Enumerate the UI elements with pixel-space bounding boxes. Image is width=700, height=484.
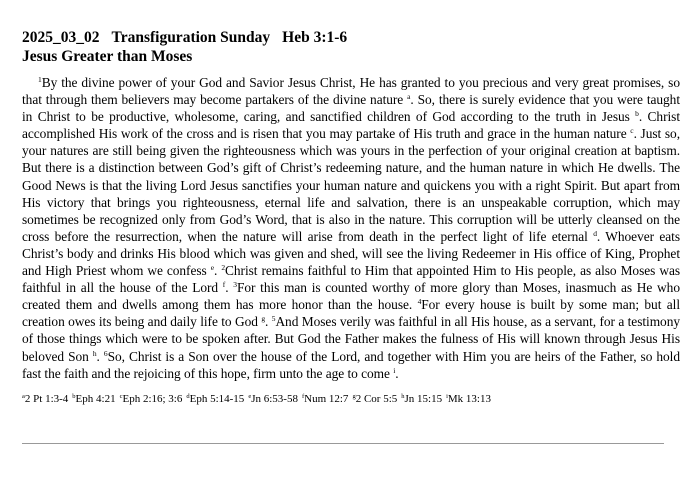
date-label: 2025_03_02 [22, 29, 100, 46]
text-run: . Just so, your natures are still being given the righteousness which was yours in the perfection of your original creation at baptism. But there is a distinction between God’s gift of Christ’s redeeming nature, and the human nature in which He dwells. The Good News is that the living Lord Jesus sanctifies your human nature and quickens you with a right Spirit. But apart from His victory that brings you righteousness, eternal life and salvation, there is an unspeakable corruption, which may sometimes be recognized only from God’s Word, that is also in the nature. This corruption will be utterly cleansed on the cross before the resurrection, when the nature will arise from death in the perfect light of life eternal [22, 126, 680, 244]
footnote-mark: g [352, 392, 356, 400]
footnote-mark: f [301, 392, 305, 400]
text-run: Christ remains faithful to Him that appointed Him to His people, as also Moses was faithful in all the house of the Lord [22, 263, 680, 296]
footnote-marker: b [635, 109, 639, 119]
text-run: . Whoever eats Christ’s body and drinks His blood which was given and shed, will see the living Redeemer in His office of King, Prophet and High Priest whom we confess [22, 228, 680, 279]
footnote-ref: Jn 6:53-58 [251, 392, 298, 405]
footnote-marker: a [407, 92, 411, 102]
verse-number: 3 [233, 280, 237, 290]
document-header [22, 28, 680, 66]
footnote-item [446, 393, 491, 405]
footnote-mark: e [248, 392, 252, 400]
footnote-ref: 2 Pt 1:3-4 [24, 392, 69, 405]
footnote-marker: e [210, 263, 214, 273]
footnote-mark: h [401, 392, 405, 400]
footnote-mark: i [446, 392, 448, 400]
scripture-reference: Heb 3:1-6 [282, 29, 348, 46]
footnote-item [248, 393, 298, 405]
text-run: . [214, 263, 222, 279]
footnote-marker: c [630, 126, 634, 136]
text-run: . [265, 314, 272, 330]
text-run: . Christ accomplished His work of the cross and is risen that you may partake of His truth and grace in the human nature [22, 109, 680, 142]
footnote-marker: d [593, 228, 597, 238]
footnotes-line [22, 392, 680, 406]
text-run: . [96, 348, 104, 364]
text-run: . [395, 365, 399, 381]
footnote-mark: d [186, 392, 190, 400]
verse-number: 1 [38, 75, 42, 84]
bottom-divider [22, 443, 664, 444]
footnote-item [22, 393, 68, 405]
footnote-item [352, 393, 397, 405]
footnote-ref: Eph 4:21 [75, 392, 116, 405]
text-run: For this man is counted worthy of more glory than Moses, inasmuch as He who created them and dwells among them has more honor than the house. [22, 280, 680, 313]
footnote-ref: Mk 13:13 [447, 392, 491, 405]
footnote-ref: Eph 5:14-15 [189, 392, 245, 405]
body-paragraph [22, 74, 680, 382]
footnote-item [186, 393, 244, 405]
verse-number: 5 [271, 314, 276, 324]
footnote-item [72, 393, 115, 405]
footnote-mark: b [72, 392, 76, 400]
verse-number: 4 [417, 297, 422, 307]
text-run: For every house is built by some man; but all creation owes its being and daily life to God [22, 297, 680, 330]
text-run: . [225, 280, 234, 296]
footnote-marker: g [261, 314, 266, 324]
footnote-item [302, 393, 348, 405]
verse-number: 2 [221, 263, 226, 273]
text-run: And Moses verily was faithful in all His house, as a servant, for a testimony of those things which were to be spoken after. But God the Father makes the fulness of His will known through Jesus His beloved Son [22, 314, 680, 364]
footnote-ref: Eph 2:16; 3:6 [122, 392, 183, 405]
verse-number: 6 [103, 348, 108, 358]
header-line [22, 28, 680, 47]
footnote-marker: i [393, 365, 396, 375]
footnote-ref: 2 Cor 5:5 [355, 392, 398, 405]
text-run: So, Christ is a Son over the house of the Lord, and together with Him you are heirs of the Father, so hold fast the faith and the rejoicing of this hope, firm unto the age to come [22, 348, 680, 381]
footnote-item [401, 393, 442, 405]
footnote-mark: c [119, 392, 123, 400]
text-run: By the divine power of your God and Savior Jesus Christ, He has granted to you precious and very great promises, so that through them believers may become partakers of the divine nature [22, 75, 680, 108]
document-title: Jesus Greater than Moses [22, 48, 193, 65]
footnote-ref: Jn 15:15 [404, 392, 443, 405]
occasion-label: Transfiguration Sunday [111, 29, 271, 46]
footnote-ref: Num 12:7 [304, 392, 349, 405]
footnote-item [120, 393, 183, 405]
text-run: . So, there is surely evidence that you were taught in Christ to be productive, wholesome, caring, and sanctified children of God according to the truth in Jesus [22, 92, 680, 125]
footnote-marker: f [222, 280, 226, 290]
footnote-marker: h [92, 348, 97, 358]
footnote-mark: a [22, 392, 25, 400]
